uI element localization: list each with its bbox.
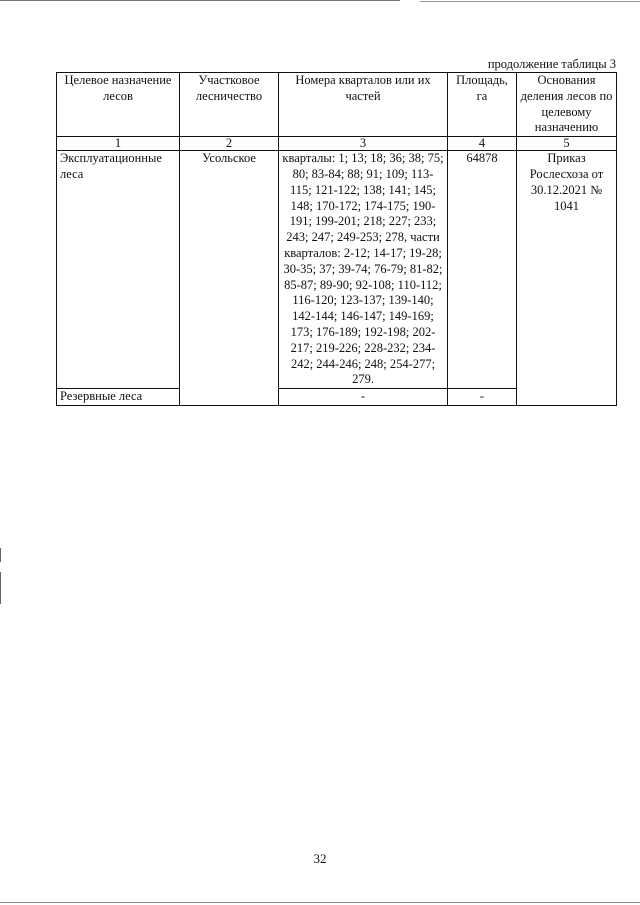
- cell-purpose: Эксплуатационные леса: [57, 151, 180, 389]
- scan-mark-left-1: [0, 548, 1, 562]
- table-header-row: [57, 73, 617, 137]
- header-district: Участковое лесничество: [180, 73, 279, 137]
- cell-area: -: [448, 389, 517, 406]
- cell-purpose: Резервные леса: [57, 389, 180, 406]
- cell-quarters: кварталы: 1; 13; 18; 36; 38; 75; 80; 83-84; 88; 91; 109; 113-115; 121-122; 138; 141; 145; 148; 170-172; 174-175; 190-191; 199-201; 218; 227; 233; 243; 247; 249-253; 278, части кварталов: 2-12; 14-17; 19-28; 30-35; 37; 39-74; 76-79; 81-82; 85-87; 89-90; 92-108; 110-112; 116-120; 123-137; 139-140; 142-144; 146-147; 149-169; 173; 176-189; 192-198; 202-217; 219-226; 228-232; 234-242; 244-246; 248; 254-277; 279.: [279, 151, 448, 389]
- column-number-5: 5: [517, 137, 617, 151]
- cell-quarters: -: [279, 389, 448, 406]
- column-number-2: 2: [180, 137, 279, 151]
- cell-area: 64878: [448, 151, 517, 389]
- column-number-row: [57, 137, 617, 151]
- column-number-1: 1: [57, 137, 180, 151]
- table-continuation-label: продолжение таблицы 3: [487, 57, 616, 71]
- table-row: [57, 151, 617, 389]
- header-quarters: Номера кварталов или их частей: [279, 73, 448, 137]
- column-number-3: 3: [279, 137, 448, 151]
- column-number-4: 4: [448, 137, 517, 151]
- forest-purpose-table: [56, 72, 617, 406]
- scan-edge-top: [0, 0, 400, 1]
- scan-edge-bottom: [0, 902, 640, 903]
- header-basis: Основания деления лесов по целевому назначению: [517, 73, 617, 137]
- scan-edge-top-right: [420, 1, 640, 2]
- cell-district: Усольское: [180, 151, 279, 406]
- cell-basis: Приказ Рослесхоза от 30.12.2021 № 1041: [517, 151, 617, 406]
- page-number: 32: [313, 851, 327, 866]
- scan-mark-left-2: [0, 572, 1, 604]
- header-area: Площадь, га: [448, 73, 517, 137]
- header-purpose: Целевое назначение лесов: [57, 73, 180, 137]
